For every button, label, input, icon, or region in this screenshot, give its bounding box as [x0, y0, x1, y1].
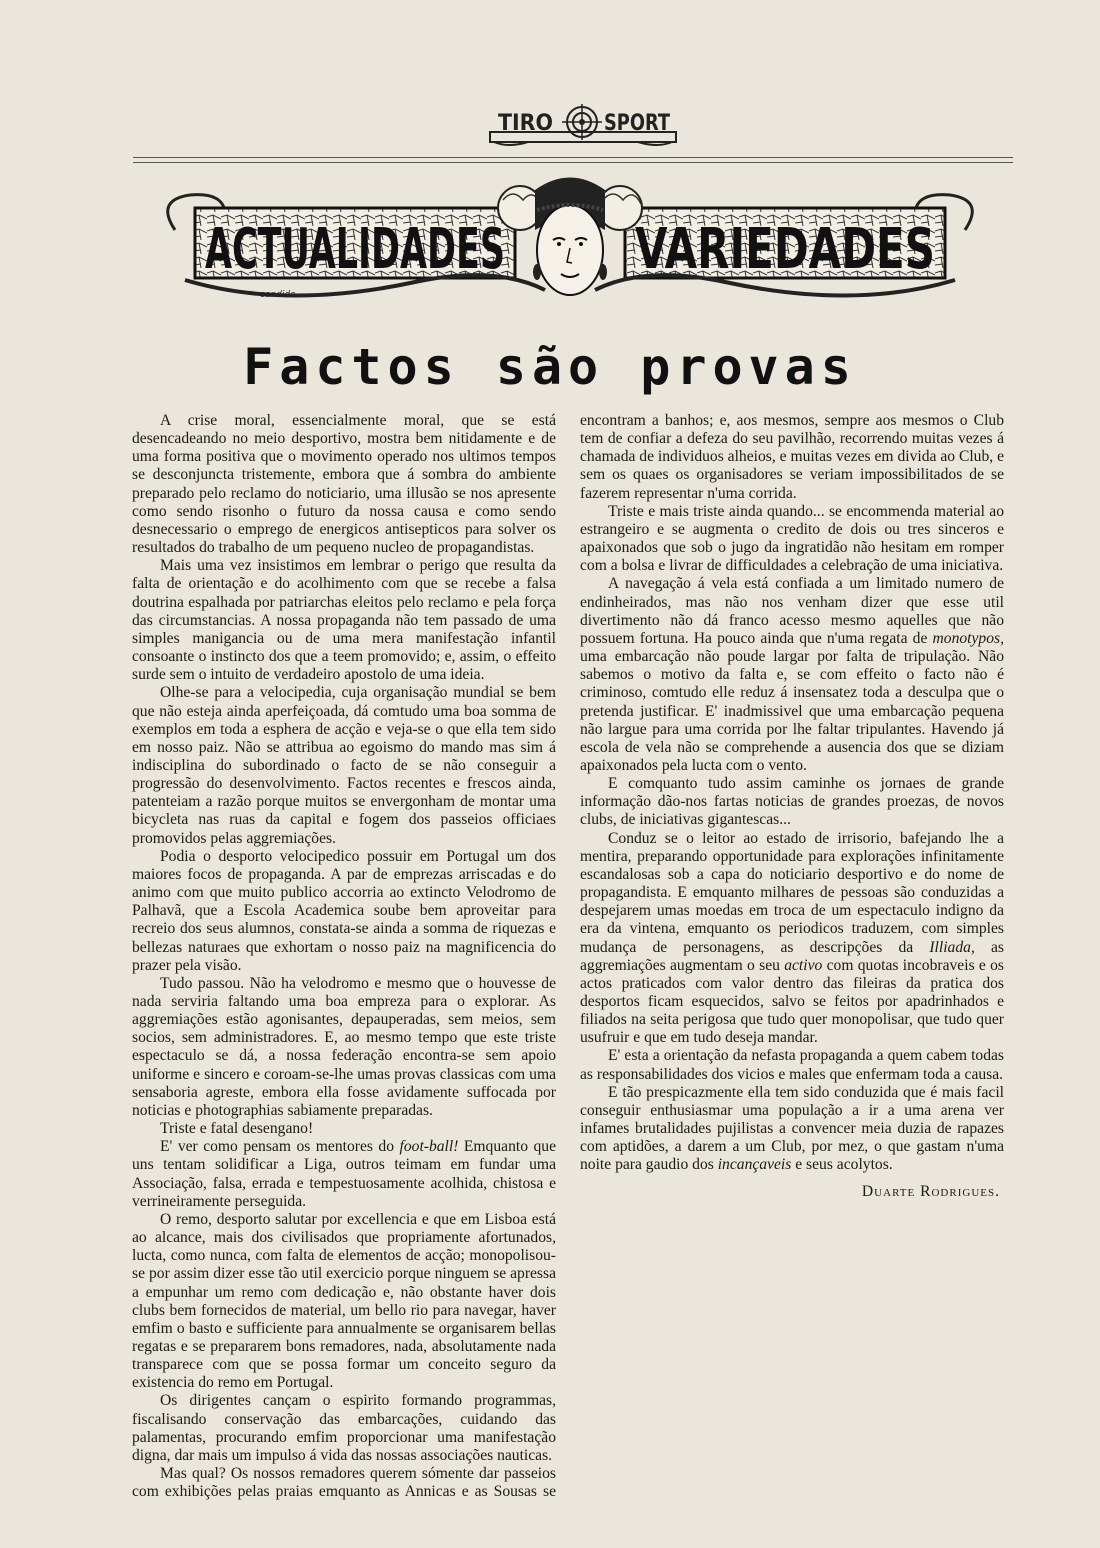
- text-run: com quotas incobraveis e os actos praticados com valor dentro das fileiras da pratica dos desportos ficam esquecidos, salvo se feitos por apadrinhados e filiados na seita perigosa que tudo quer monopolisar, que tudo quer usufruir e que em tudo deseja mandar.: [580, 956, 1004, 1047]
- text-run: Conduz se o leitor ao estado de irrisorio, bafejando lhe a mentira, preparando opportunidade para explorações infinitamente escandalosas sob a capa do noticiario desportivo e do nome de propagandista. E emquanto milhares de pessoas são conduzidas a despejarem umas moedas em troca de um espectaculo indigno da era da vintena, emquanto os periodicos traduzem, com simples mudança de personagens, as descripções da: [580, 829, 1004, 956]
- text-run: Emquanto que uns tentam solidificar a Liga, outros teimam em fundar uma Associação, falsa, errada e tempestuosamente acolhida, chistosa e verrineiramente perseguida.: [132, 1138, 556, 1210]
- paragraph: Mais uma vez insistimos em lembrar o perigo que resulta da falta de orientação e do acolhimento com que se recebe a falsa doutrina espalhada por patriarchas eleitos pelo reclamo e pela força das circumstancias. A nossa propaganda não tem passado de uma simples manigancia ou de uma mera manifestação infantil consoante o instincto dos que a teem promovido; e, assim, o effeito surde sem o intuito de verdadeiro apostolo de uma ideia.: [132, 557, 556, 684]
- text-run: as aggremiações augmentam o seu: [580, 938, 1004, 974]
- top-rule-lower: [133, 162, 1013, 163]
- paragraph: [580, 575, 1004, 775]
- paragraph: Triste e mais triste ainda quando... se encommenda material ao estrangeiro e se augmenta o credito de dois ou tres sinceros e apaixonados que sob o jugo da ingratidão não hesitam em romper com a bolsa e livrar de difficuldades a celebração de uma iniciativa.: [580, 502, 1004, 575]
- italic-run: monotypos,: [932, 629, 1004, 647]
- paragraph: Tudo passou. Não ha velodromo e mesmo que o houvesse de nada serviria faltando uma boa empreza para o explorar. As aggremiações estão agonisantes, depauperadas, sem meios, sem socios, sem administradores. E, ao mesmo tempo que este triste espectaculo se dá, a nossa federação encontra-se sem apoio uniforme e sincero e coroam-se-lhe umas provas classicas com uma sensaboria agreste, embora ella fosse avidamente suffocada por noticias e photographias sabiamente preparadas.: [132, 974, 556, 1119]
- text-run: e seus acolytos.: [791, 1156, 893, 1174]
- author-signature: Duarte Rodrigues.: [861, 1182, 1000, 1200]
- italic-run: foot-ball!: [399, 1138, 459, 1156]
- italic-run: Illiada,: [929, 938, 975, 956]
- paragraph: Olhe-se para a velocipedia, cuja organisação mundial se bem que não esteja ainda aperfeiçoada, dá comtudo uma boa somma de exemplos em toda a esphera de acção e veja-se o que ella tem sido em nosso paiz. Não se attribua ao egoismo do mando mas sim á indisciplina do subordinado o facto de se não conseguir a progressão do desenvolvimento. Factos recentes e frescos ainda, patenteiam a razão porque muitos se envergonham de montar uma bicycleta nas ruas da capital e fogem dos passeios officiaes promovidos pelas aggremiações.: [132, 684, 556, 847]
- banner-left-word: ACTUALIDADES: [205, 217, 505, 282]
- text-run: E tão prespicazmente ella tem sido conduzida que é mais facil conseguir enthusiasmar uma população a ir a uma arena ver infames brutalidades pujilistas a convencer meia duzia de rapazes com aptidões, a darem a um Club, por mez, o que gastam n'uma noite para gaudio dos: [580, 1083, 1004, 1174]
- article-body: [132, 412, 1004, 1512]
- masthead-right-word: SPORT: [604, 111, 670, 136]
- paragraph: O remo, desporto salutar por excellencia e que em Lisboa está ao alcance, mais dos civilisados que propriamente afortunados, lucta, como nunca, com falta de elementos de acção; monopolisou-se por assim dizer esse tão util exercicio porque ninguem se apressa a empunhar um remo com dedicação e, não obstante haver dois clubs bem fornecidos de material, um bello rio para navegar, haver emfim o basto e sufficiente para annualmente se organisarem bellas regatas e se prepararem bons remadores, nada, absolutamente nada transparece com que se possa formar um conceito seguro da existencia do remo em Portugal.: [132, 1210, 556, 1392]
- paragraph: Os dirigentes cançam o espirito formando programmas, fiscalisando conservação das embarcações, cuidando das palamentas, procurando emfim proporcionar uma manifestação digna, dar mais um impulso á vida das nossas associações nauticas.: [132, 1392, 556, 1464]
- paragraph: [580, 830, 1004, 1048]
- article-headline: Factos são provas: [243, 338, 857, 396]
- text-run: uma embarcação não poude largar por falta de tripulação. Não sabemos o motivo da falta e, se com effeito o facto não é criminoso, comtudo elle reduz á insensatez toda a desculpa que o pretenda justificar. E' inadmissivel que uma embarcação pequena não largue para uma corrida por lhe faltar tripulantes. Havendo já escola de vela não se comprehende a ausencia dos que se diziam apaixonados pela lucta com o vento.: [580, 648, 1004, 774]
- text-run: E' ver como pensam os mentores do: [160, 1138, 400, 1156]
- paragraph: A crise moral, essencialmente moral, que se está desencadeando no meio desportivo, mostra bem nitidamente e de uma forma positiva que o movimento operado nos ultimos tempos se desconjuncta tristemente, embora que á sombra do ambiente preparado pelo reclamo do noticiario, uma illusão se nos apresente como sendo risonho o futuro da nossa causa e como sendo desnecessario o emprego de energicos antisepticos para solver os resultados do trabalho de um pequeno nucleo de propagandistas.: [132, 412, 556, 557]
- top-rule: [133, 157, 1013, 158]
- paragraph: Mas qual? Os nossos remadores querem sómente dar passeios com exhibições pelas praias emquanto as Annicas e as Sousas se encontram a banhos; e, aos mesmos, sempre aos mesmos o Club tem de confiar a defeza do seu pavilhão, recorrendo muitas vezes á chamada de individuos alheios, e muitas vezes em divida ao Club, e sem os quaes os organisadores se veriam impossibilitados de se fazerem representar n'uma corrida.: [132, 412, 1004, 1501]
- text-run: A navegação á vela está confiada a um limitado numero de endinheirados, mas não nos venham dizer que esse util divertimento não dá franco acesso mesmo aquelles que não possuem fortuna. Ha pouco ainda que n'uma regata de: [580, 575, 1004, 647]
- female-face-illustration: [533, 178, 607, 296]
- banner-right-word: VARIEDADES: [635, 217, 935, 282]
- paragraph: Podia o desporto velocipedico possuir em Portugal um dos maiores focos de propaganda. A par de emprezas arriscadas e do animo com que muito publico accorria ao extincto Velodromo de Palhavã, que a Escola Academica soube bem aproveitar para recreio dos seus alumnos, constata-se ainda a somma de riquezas e bellezas naturaes que exhortam o nosso paiz na magnificencia do prazer pela visão.: [132, 847, 556, 974]
- paragraph: E comquanto tudo assim caminhe os jornaes de grande informação dão-nos fartas noticias de grandes proezas, de novos clubs, de iniciativas gigantescas...: [580, 775, 1004, 829]
- paragraph: Triste e fatal desengano!: [160, 1120, 314, 1138]
- artist-signature: candido: [260, 290, 296, 300]
- italic-run: activo: [784, 956, 823, 974]
- paragraph: [580, 1084, 1004, 1175]
- italic-run: incançaveis: [717, 1156, 792, 1174]
- section-banner: [165, 170, 975, 310]
- paragraph: E' esta a orientação da nefasta propaganda a quem cabem todas as responsabilidades dos vicios e males que enfermam toda a causa.: [580, 1047, 1004, 1083]
- masthead-logo: [488, 102, 678, 148]
- paragraph: [132, 1138, 556, 1211]
- masthead-left-word: TIRO: [498, 111, 553, 136]
